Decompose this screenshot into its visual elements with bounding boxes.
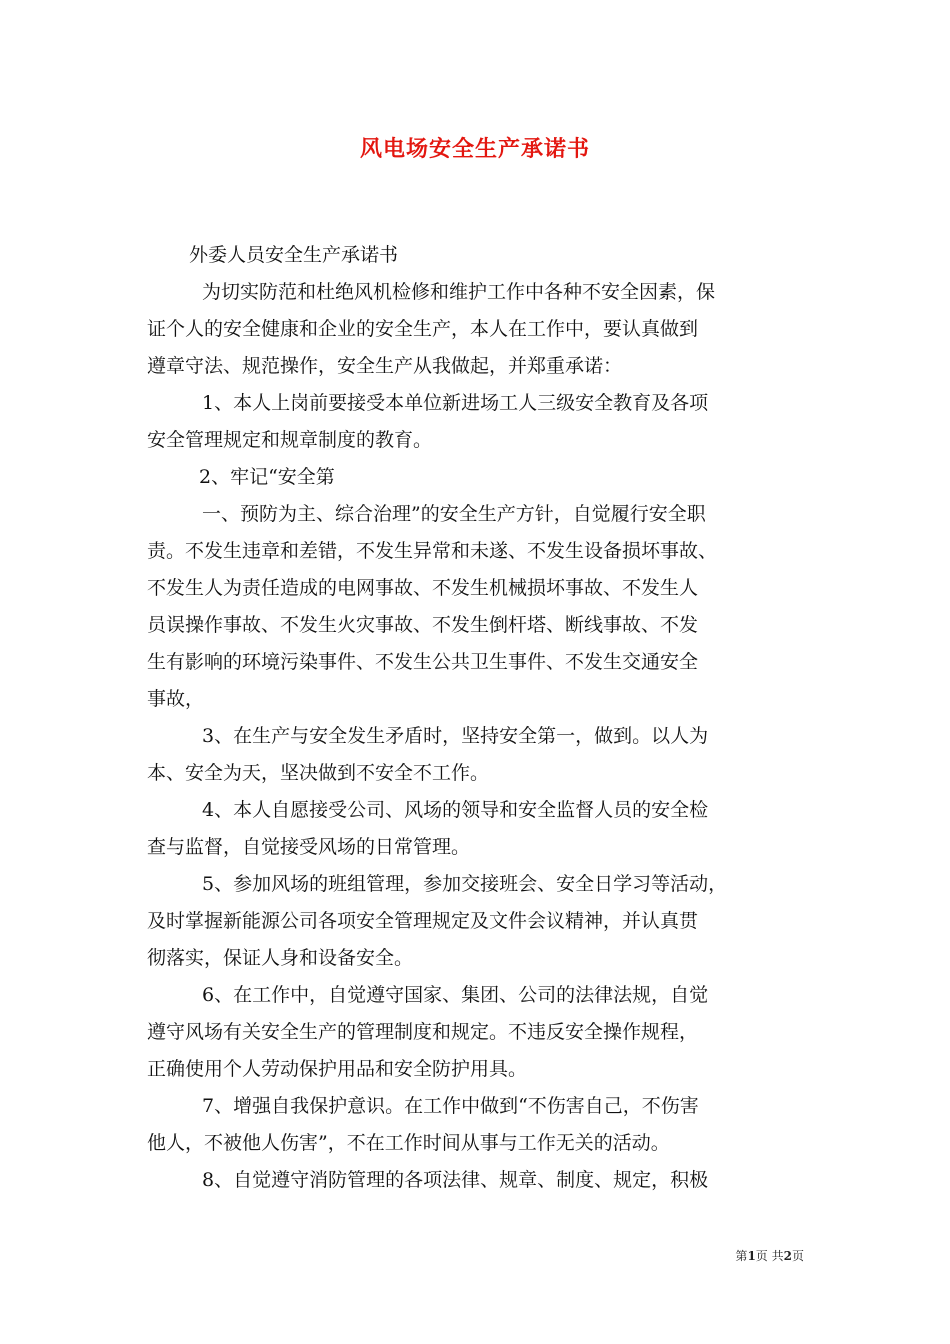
footer-prefix: 第 bbox=[735, 1249, 748, 1263]
paragraph-line: 查与监督，自觉接受风场的日常管理。 bbox=[147, 836, 471, 858]
paragraph-line: 正确使用个人劳动保护用品和安全防护用具。 bbox=[147, 1058, 528, 1080]
paragraph-line: 3、在生产与安全发生矛盾时，坚持安全第一，做到。以人为 bbox=[202, 725, 709, 747]
paragraph-line: 一、预防为主、综合治理”的安全生产方针，自觉履行安全职 bbox=[202, 503, 706, 525]
paragraph-line: 1、本人上岗前要接受本单位新进场工人三级安全教育及各项 bbox=[202, 392, 709, 414]
paragraph-line: 证个人的安全健康和企业的安全生产，本人在工作中，要认真做到 bbox=[147, 318, 699, 340]
paragraph-line: 责。不发生违章和差错，不发生异常和未遂、不发生设备损坏事故、 bbox=[147, 540, 718, 562]
paragraph-line: 彻落实，保证人身和设备安全。 bbox=[147, 947, 414, 969]
paragraph-line: 他人，不被他人伤害”，不在工作时间从事与工作无关的活动。 bbox=[147, 1132, 670, 1154]
paragraph-line: 2、牢记“安全第 bbox=[199, 466, 335, 488]
paragraph-line: 5、参加风场的班组管理，参加交接班会、安全日学习等活动， bbox=[202, 873, 728, 895]
paragraph-line: 6、在工作中，自觉遵守国家、集团、公司的法律法规，自觉 bbox=[202, 984, 709, 1006]
current-page-number: 1 bbox=[747, 1249, 756, 1263]
footer-suffix: 页 bbox=[791, 1249, 804, 1263]
paragraph-line: 不发生人为责任造成的电网事故、不发生机械损坏事故、不发生人 bbox=[147, 577, 699, 599]
total-page-number: 2 bbox=[783, 1249, 792, 1263]
document-body bbox=[147, 237, 807, 1199]
subtitle-line: 外委人员安全生产承诺书 bbox=[189, 244, 399, 266]
paragraph-line: 遵章守法、规范操作，安全生产从我做起，并郑重承诺： bbox=[147, 355, 623, 377]
paragraph-line: 安全管理规定和规章制度的教育。 bbox=[147, 429, 433, 451]
paragraph-line: 事故， bbox=[147, 688, 205, 710]
paragraph-line: 员误操作事故、不发生火灾事故、不发生倒杆塔、断线事故、不发 bbox=[147, 614, 699, 636]
paragraph-line: 本、安全为天，坚决做到不安全不工作。 bbox=[147, 762, 490, 784]
paragraph-line: 4、本人自愿接受公司、风场的领导和安全监督人员的安全检 bbox=[202, 799, 709, 821]
document-title: 风电场安全生产承诺书 bbox=[359, 136, 590, 162]
paragraph-line: 生有影响的环境污染事件、不发生公共卫生事件、不发生交通安全 bbox=[147, 651, 699, 673]
paragraph-line: 及时掌握新能源公司各项安全管理规定及文件会议精神，并认真贯 bbox=[147, 910, 699, 932]
paragraph-line: 8、自觉遵守消防管理的各项法律、规章、制度、规定，积极 bbox=[202, 1169, 709, 1191]
footer-mid: 页 共 bbox=[755, 1249, 784, 1263]
page-number-footer bbox=[735, 1247, 804, 1264]
paragraph-line: 为切实防范和杜绝风机检修和维护工作中各种不安全因素，保 bbox=[202, 281, 716, 303]
paragraph-line: 遵守风场有关安全生产的管理制度和规定。不违反安全操作规程， bbox=[147, 1021, 699, 1043]
paragraph-line: 7、增强自我保护意识。在工作中做到“不伤害自己，不伤害 bbox=[202, 1095, 699, 1117]
